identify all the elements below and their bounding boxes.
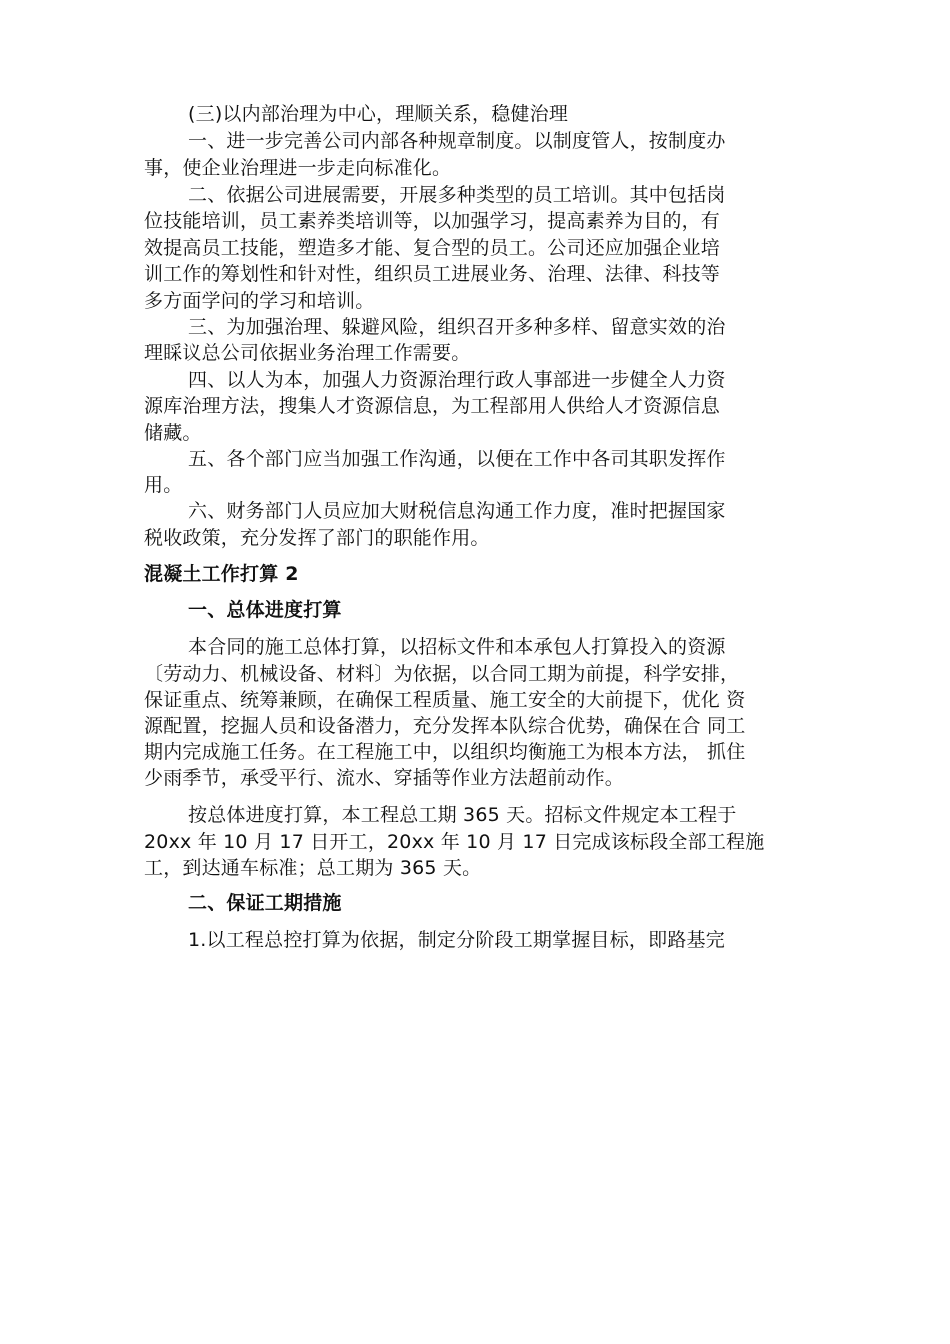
paragraph-line: 源配置，挖掘人员和设备潜力，充分发挥本队综合优势，确保在合 同工: [144, 715, 746, 737]
paragraph-line: 训工作的筹划性和针对性，组织员工进展业务、治理、法律、科技等: [144, 263, 721, 285]
paragraph-line: 储藏。: [144, 422, 202, 444]
paragraph-line: 多方面学问的学习和培训。: [144, 290, 375, 312]
document-title: 混凝土工作打算 2: [144, 563, 299, 585]
paragraph-line: 一、进一步完善公司内部各种规章制度。以制度管人，按制度办: [188, 130, 726, 152]
paragraph-line: 二、依据公司进展需要，开展多种类型的员工培训。其中包括岗: [188, 184, 726, 206]
paragraph-line: 期内完成施工任务。在工程施工中，以组织均衡施工为根本方法， 抓住: [144, 741, 746, 763]
paragraph-line: 四、以人为本，加强人力资源治理行政人事部进一步健全人力资: [188, 369, 726, 391]
paragraph-line: 源库治理方法，搜集人才资源信息，为工程部用人供给人才资源信息: [144, 395, 721, 417]
paragraph-line: 按总体进度打算，本工程总工期 365 天。招标文件规定本工程于: [188, 804, 737, 826]
paragraph-line: 税收政策，充分发挥了部门的职能作用。: [144, 527, 490, 549]
subheading: 一、总体进度打算: [188, 599, 342, 621]
paragraph-line: 效提高员工技能，塑造多才能、复合型的员工。公司还应加强企业培: [144, 237, 721, 259]
paragraph-line: 用。: [144, 474, 183, 496]
paragraph-line: 少雨季节，承受平行、流水、穿插等作业方法超前动作。: [144, 767, 625, 789]
subheading: 二、保证工期措施: [188, 892, 342, 914]
paragraph-line: 六、财务部门人员应加大财税信息沟通工作力度，准时把握国家: [188, 500, 726, 522]
section-heading: (三)以内部治理为中心，理顺关系，稳健治理: [188, 103, 569, 125]
paragraph-line: 1.以工程总控打算为依据，制定分阶段工期掌握目标，即路基完: [188, 929, 725, 951]
paragraph-line: 保证重点、统筹兼顾，在确保工程质量、施工安全的大前提下，优化 资: [144, 689, 746, 711]
paragraph-line: 五、各个部门应当加强工作沟通，以便在工作中各司其职发挥作: [188, 448, 726, 470]
paragraph-line: 位技能培训，员工素养类培训等，以加强学习，提高素养为目的，有: [144, 210, 721, 232]
paragraph-line: 事，使企业治理进一步走向标准化。: [144, 157, 452, 179]
paragraph-line: 本合同的施工总体打算，以招标文件和本承包人打算投入的资源: [188, 636, 726, 658]
paragraph-line: 理睬议总公司依据业务治理工作需要。: [144, 342, 471, 364]
paragraph-line: 20xx 年 10 月 17 日开工，20xx 年 10 月 17 日完成该标段全部工程施: [144, 831, 765, 853]
paragraph-line: 三、为加强治理、躲避风险，组织召开多种多样、留意实效的治: [188, 316, 726, 338]
paragraph-line: 工，到达通车标准；总工期为 365 天。: [144, 857, 482, 879]
paragraph-line: 〔劳动力、机械设备、材料〕为依据，以合同工期为前提，科学安排，: [144, 663, 740, 685]
